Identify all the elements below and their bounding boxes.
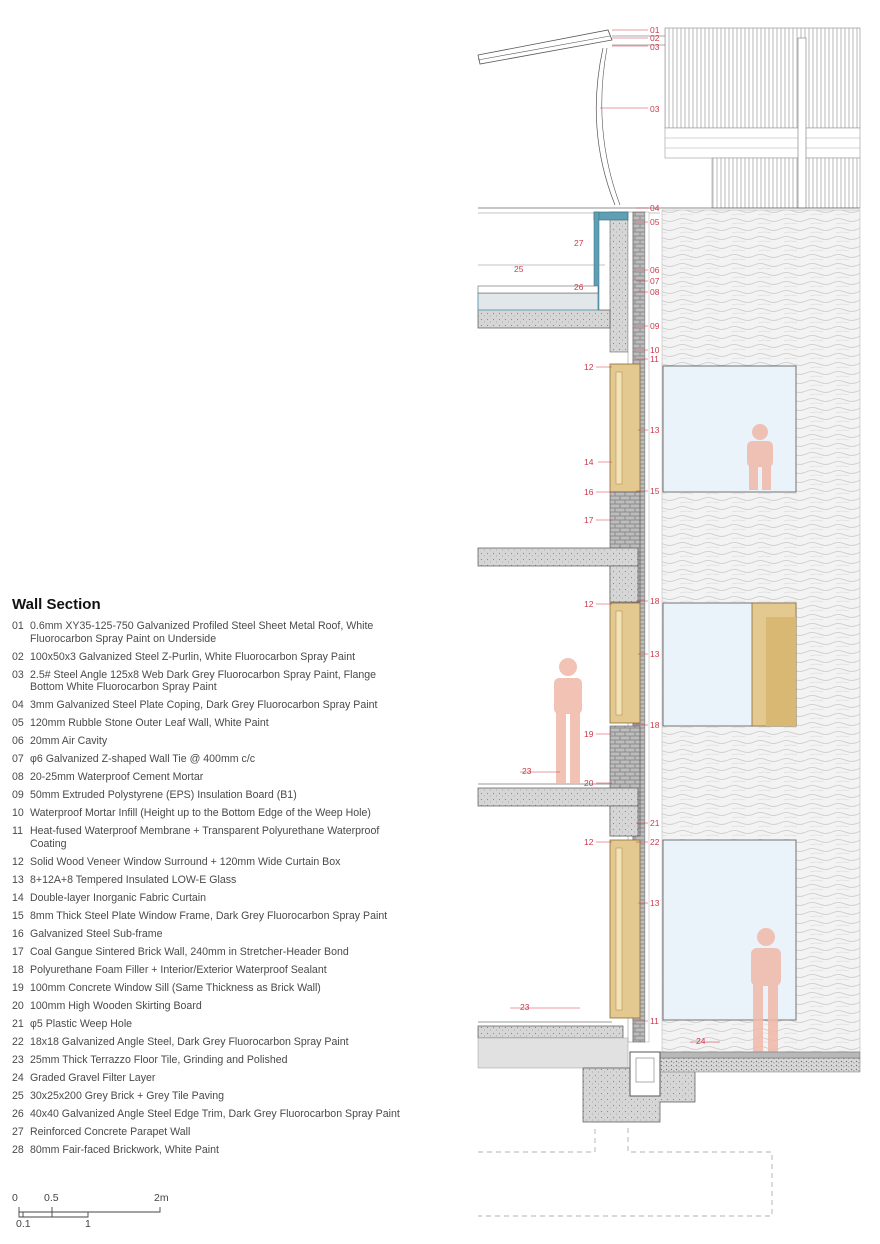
legend-item-text: 80mm Fair-faced Brickwork, White Paint bbox=[30, 1143, 219, 1156]
legend-item-number: 27 bbox=[12, 1125, 24, 1138]
legend-item bbox=[12, 910, 412, 923]
figure-2 bbox=[554, 658, 582, 784]
callout-15: 15 bbox=[650, 486, 660, 496]
callout-12-lower: 12 bbox=[584, 837, 594, 847]
legend-item bbox=[12, 651, 412, 664]
legend-item-number: 25 bbox=[12, 1089, 24, 1102]
roof-terrace bbox=[478, 265, 610, 328]
roof-sheet bbox=[478, 30, 612, 64]
legend-item-number: 16 bbox=[12, 927, 24, 940]
legend-item-number: 02 bbox=[12, 650, 24, 663]
legend-item-number: 13 bbox=[12, 873, 24, 886]
legend-item bbox=[12, 669, 412, 694]
legend-item-number: 17 bbox=[12, 945, 24, 958]
callout-18: 18 bbox=[650, 596, 660, 606]
legend-item bbox=[12, 620, 412, 645]
window-1 bbox=[610, 364, 796, 492]
legend-item-number: 26 bbox=[12, 1107, 24, 1120]
legend-item-text: 8mm Thick Steel Plate Window Frame, Dark Grey Fluorocarbon Spray Paint bbox=[30, 909, 388, 922]
legend-item bbox=[12, 928, 412, 941]
legend-panel bbox=[12, 596, 412, 1162]
drain-inner bbox=[636, 1058, 654, 1082]
legend-item-number: 24 bbox=[12, 1071, 24, 1084]
callout-09: 09 bbox=[650, 321, 660, 331]
callout-12-mid: 12 bbox=[584, 599, 594, 609]
legend-item-text: Waterproof Mortar Infill (Height up to the Bottom Edge of the Weep Hole) bbox=[30, 807, 371, 819]
callout-23: 23 bbox=[522, 766, 532, 776]
scale-label-1: 1 bbox=[85, 1218, 91, 1230]
callout-16: 16 bbox=[584, 487, 594, 497]
legend-item-number: 19 bbox=[12, 981, 24, 994]
legend-item-text: 30x25x200 Grey Brick + Grey Tile Paving bbox=[30, 1089, 225, 1102]
roof bbox=[478, 28, 860, 208]
legend-item-text: Double-layer Inorganic Fabric Curtain bbox=[30, 891, 207, 904]
callout-03-lower: 03 bbox=[650, 104, 660, 114]
roof-bracket-curve-2 bbox=[602, 48, 620, 205]
legend-item-number: 28 bbox=[12, 1143, 24, 1156]
callout-27: 27 bbox=[574, 238, 584, 248]
legend-item-text: 20mm Air Cavity bbox=[30, 735, 108, 747]
legend-item bbox=[12, 753, 412, 766]
legend-item-text: 8+12A+8 Tempered Insulated LOW-E Glass bbox=[30, 873, 237, 886]
legend-item-text: Coal Gangue Sintered Brick Wall, 240mm in Stretcher-Header Bond bbox=[30, 945, 349, 958]
legend-item-number: 11 bbox=[12, 825, 23, 837]
legend-item bbox=[12, 1144, 412, 1157]
callout-07: 07 bbox=[650, 276, 660, 286]
legend-item bbox=[12, 982, 412, 995]
scale-label-0: 0 bbox=[12, 1192, 18, 1204]
window-1-opening bbox=[663, 366, 796, 492]
legend-item-number: 06 bbox=[12, 735, 24, 747]
downpipe bbox=[798, 38, 806, 208]
callout-12: 12 bbox=[584, 362, 594, 372]
level-2 bbox=[478, 492, 640, 602]
callout-18-lower: 18 bbox=[650, 720, 660, 730]
legend-item bbox=[12, 735, 412, 748]
legend-item-text: 0.6mm XY35-125-750 Galvanized Profiled Steel Sheet Metal Roof, White Fluorocarbon Spray Paint on Underside bbox=[30, 620, 374, 645]
callout-19: 19 bbox=[584, 729, 594, 739]
legend-item bbox=[12, 825, 412, 850]
legend-item-number: 10 bbox=[12, 807, 24, 819]
floor-slab-2 bbox=[478, 548, 638, 566]
legend-item-text: 40x40 Galvanized Angle Steel Edge Trim, Dark Grey Fluorocarbon Spray Paint bbox=[30, 1107, 400, 1120]
legend-item bbox=[12, 892, 412, 905]
legend-item bbox=[12, 1036, 412, 1049]
legend-item-text: 20-25mm Waterproof Cement Mortar bbox=[30, 771, 204, 783]
legend-item bbox=[12, 807, 412, 820]
roof-line bbox=[478, 36, 610, 60]
callout-22: 22 bbox=[650, 837, 660, 847]
callout-06: 06 bbox=[650, 265, 660, 275]
legend-item bbox=[12, 1054, 412, 1067]
legend-item-number: 07 bbox=[12, 753, 24, 765]
ground-slab bbox=[478, 1026, 623, 1038]
legend-list bbox=[12, 620, 412, 1156]
legend-item-text: Graded Gravel Filter Layer bbox=[30, 1071, 156, 1084]
legend-item-text: 120mm Rubble Stone Outer Leaf Wall, White Paint bbox=[30, 717, 269, 729]
callout-11: 11 bbox=[650, 354, 659, 364]
window-2-glass-line bbox=[616, 611, 622, 715]
window-2-reveal-inner bbox=[766, 617, 796, 726]
legend-item bbox=[12, 717, 412, 730]
callout-24: 24 bbox=[696, 1036, 706, 1046]
callout-13-lower: 13 bbox=[650, 898, 660, 908]
legend-item-number: 21 bbox=[12, 1017, 24, 1030]
window-2 bbox=[610, 603, 796, 726]
legend-item bbox=[12, 699, 412, 712]
legend-item-number: 12 bbox=[12, 855, 24, 868]
callout-25: 25 bbox=[514, 264, 524, 274]
callout-20: 20 bbox=[584, 778, 594, 788]
window-1-glass-line bbox=[616, 372, 622, 484]
legend-item-number: 20 bbox=[12, 999, 24, 1012]
callout-26: 26 bbox=[574, 282, 584, 292]
legend-item-number: 03 bbox=[12, 668, 24, 681]
legend-item-text: φ5 Plastic Weep Hole bbox=[30, 1017, 133, 1030]
window-1-wood-surround bbox=[610, 364, 640, 492]
legend-item bbox=[12, 1108, 412, 1121]
upper-roof-fascia bbox=[665, 128, 860, 158]
legend-item-number: 23 bbox=[12, 1053, 24, 1066]
legend-item-text: Polyurethane Foam Filler + Interior/Exterior Waterproof Sealant bbox=[30, 963, 327, 976]
window-3-glass-line bbox=[616, 848, 622, 1010]
legend-item bbox=[12, 856, 412, 869]
callout-05: 05 bbox=[650, 217, 660, 227]
legend-item-text: 100mm Concrete Window Sill (Same Thickness as Brick Wall) bbox=[30, 981, 321, 994]
parapet-wall bbox=[610, 212, 628, 352]
callout-08: 08 bbox=[650, 287, 660, 297]
legend-item bbox=[12, 1018, 412, 1031]
scale-bar bbox=[12, 1190, 182, 1230]
legend-item-number: 18 bbox=[12, 963, 24, 976]
callout-14: 14 bbox=[584, 457, 594, 467]
legend-item bbox=[12, 1000, 412, 1013]
callout-17: 17 bbox=[584, 515, 594, 525]
slab-drop-2 bbox=[610, 566, 638, 602]
scale-label-2m: 2m bbox=[154, 1192, 169, 1204]
footing-outline bbox=[478, 1128, 772, 1216]
window-2-wood-surround bbox=[610, 603, 640, 723]
legend-item-text: 2.5# Steel Angle 125x8 Web Dark Grey Fluorocarbon Spray Paint, Flange Bottom White Fluorocarbon Spray Paint bbox=[30, 668, 377, 693]
legend-item-number: 09 bbox=[12, 789, 24, 801]
legend-item-text: 100mm High Wooden Skirting Board bbox=[30, 999, 202, 1012]
legend-item-text: 3mm Galvanized Steel Plate Coping, Dark Grey Fluorocarbon Spray Paint bbox=[30, 699, 378, 711]
ground-fill bbox=[478, 1038, 628, 1068]
legend-item-text: 100x50x3 Galvanized Steel Z-Purlin, White Fluorocarbon Spray Paint bbox=[30, 650, 356, 663]
callout-23-lower: 23 bbox=[520, 1002, 530, 1012]
legend-item bbox=[12, 1090, 412, 1103]
legend-item bbox=[12, 789, 412, 802]
scale-label-0-5: 0.5 bbox=[44, 1192, 59, 1204]
terrace-slab bbox=[478, 310, 610, 328]
legend-item bbox=[12, 964, 412, 977]
legend-item-text: Reinforced Concrete Parapet Wall bbox=[30, 1125, 191, 1138]
callout-13-mid: 13 bbox=[650, 649, 660, 659]
legend-item bbox=[12, 874, 412, 887]
callout-04: 04 bbox=[650, 203, 660, 213]
legend-item-number: 15 bbox=[12, 909, 24, 922]
legend-item-text: 25mm Thick Terrazzo Floor Tile, Grinding and Polished bbox=[30, 1053, 288, 1066]
callout-10: 10 bbox=[650, 345, 660, 355]
legend-item bbox=[12, 1126, 412, 1139]
legend-item-text: Heat-fused Waterproof Membrane + Transparent Polyurethane Waterproof Coating bbox=[30, 825, 380, 850]
legend-item-text: φ6 Galvanized Z-shaped Wall Tie @ 400mm c/c bbox=[30, 753, 256, 765]
floor-slab-1 bbox=[478, 788, 638, 806]
legend-title: Wall Section bbox=[12, 596, 101, 613]
upper-roof-cladding bbox=[665, 28, 860, 128]
legend-item-number: 01 bbox=[12, 620, 24, 632]
callout-11-lower: 11 bbox=[650, 1016, 659, 1026]
callout-03: 03 bbox=[650, 42, 660, 52]
legend-item-number: 04 bbox=[12, 699, 24, 711]
legend-item-text: 50mm Extruded Polystyrene (EPS) Insulation Board (B1) bbox=[30, 789, 297, 801]
legend-item bbox=[12, 1072, 412, 1085]
scale-label-0-1: 0.1 bbox=[16, 1218, 31, 1230]
gravel-layer bbox=[660, 1058, 860, 1072]
window-3-wood-surround bbox=[610, 840, 640, 1018]
clerestory-band bbox=[712, 158, 860, 208]
paving bbox=[660, 1052, 860, 1058]
legend-item-number: 08 bbox=[12, 771, 24, 783]
terrace-insulation bbox=[478, 293, 598, 310]
air-cavity bbox=[645, 212, 649, 1042]
legend-item-text: 18x18 Galvanized Angle Steel, Dark Grey Fluorocarbon Spray Paint bbox=[30, 1035, 349, 1048]
legend-item-number: 05 bbox=[12, 717, 24, 729]
legend-item bbox=[12, 946, 412, 959]
legend-item-number: 14 bbox=[12, 891, 24, 904]
legend-item-number: 22 bbox=[12, 1035, 24, 1048]
legend-item-text: Solid Wood Veneer Window Surround + 120mm Wide Curtain Box bbox=[30, 855, 341, 868]
callout-02: 02 bbox=[650, 33, 660, 43]
legend-item-text: Galvanized Steel Sub-frame bbox=[30, 927, 163, 940]
callout-01: 01 bbox=[650, 25, 660, 35]
callout-13: 13 bbox=[650, 425, 660, 435]
callout-21: 21 bbox=[650, 818, 660, 828]
slab-drop-1 bbox=[610, 806, 638, 836]
legend-item bbox=[12, 771, 412, 784]
